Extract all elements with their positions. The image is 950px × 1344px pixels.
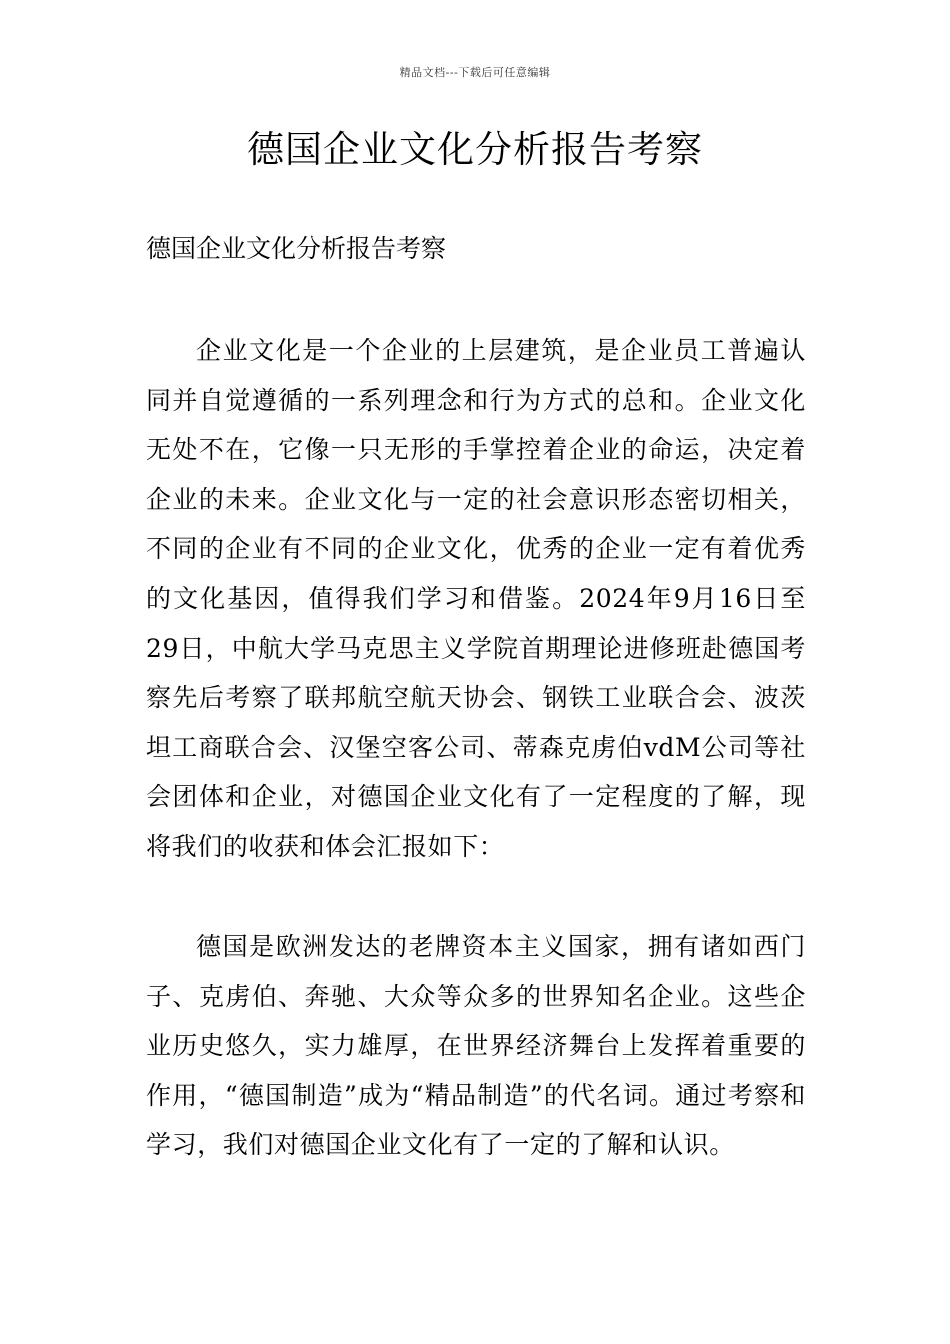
document-subtitle: 德国企业文化分析报告考察	[146, 234, 447, 263]
document-title: 德国企业文化分析报告考察	[247, 128, 703, 171]
body-paragraph-1: 企业文化是一个企业的上层建筑，是企业员工普遍认同并自觉遵循的一系列理念和行为方式的总和。企业文化无处不在，它像一只无形的手掌控着企业的命运，决定着企业的未来。企业文化与一定的社会意识形态密切相关，不同的企业有不同的企业文化，优秀的企业一定有着优秀的文化基因，值得我们学习和借鉴。2024年9月16日至29日，中航大学马克思主义学院首期理论进修班赴德国考察先后考察了联邦航空航天协会、钢铁工业联合会、波茨坦工商联合会、汉堡空客公司、蒂森克虏伯vdM公司等社会团体和企业，对德国企业文化有了一定程度的了解，现将我们的收获和体会汇报如下：	[146, 336, 806, 861]
page-header-note: 精品文档---下载后可任意编辑	[399, 66, 551, 79]
body-paragraph-2: 德国是欧洲发达的老牌资本主义国家，拥有诸如西门子、克虏伯、奔驰、大众等众多的世界知名企业。这些企业历史悠久，实力雄厚，在世界经济舞台上发挥着重要的作用，“德国制造”成为“精品制造”的代名词。通过考察和学习，我们对德国企业文化有了一定的了解和认识。	[146, 932, 806, 1160]
